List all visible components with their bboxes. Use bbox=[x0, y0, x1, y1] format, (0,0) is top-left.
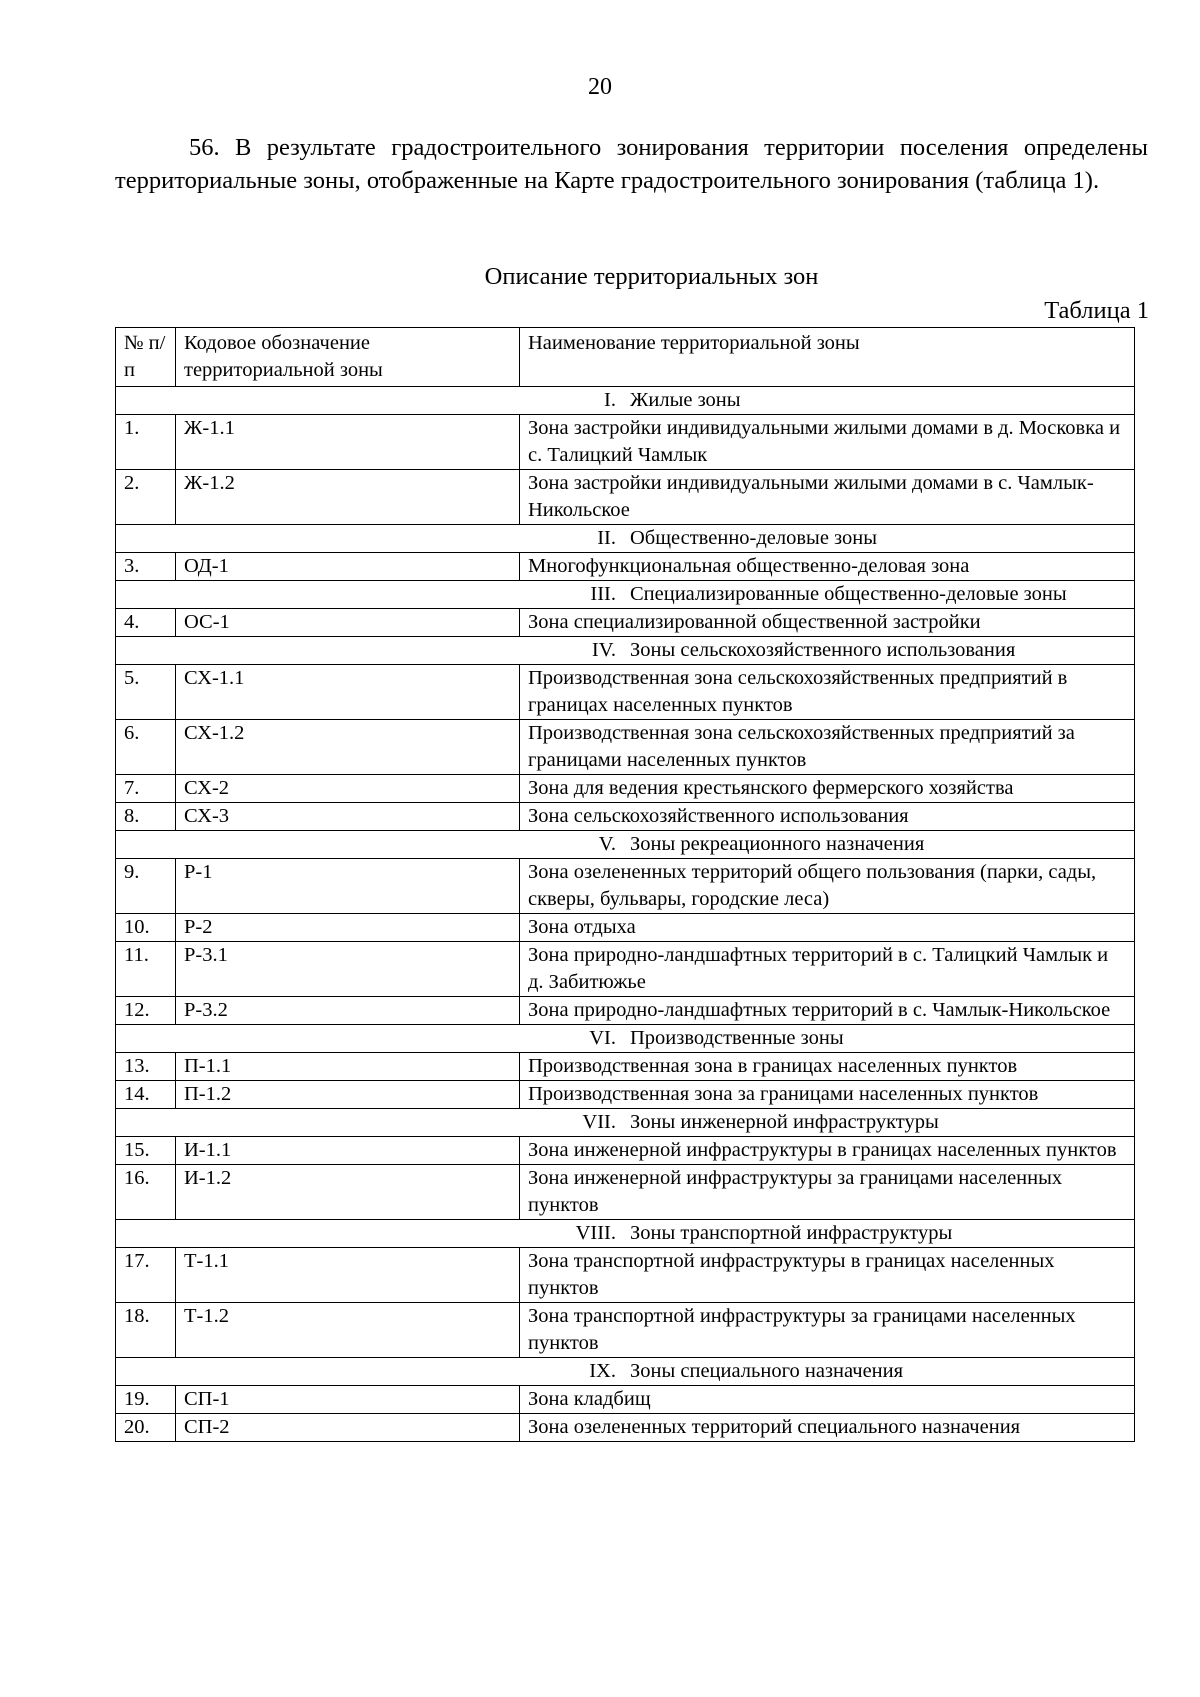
section-row bbox=[116, 831, 1135, 859]
section-row bbox=[116, 637, 1135, 665]
cell-num: 3. bbox=[116, 553, 176, 581]
section-title: Зоны инженерной инфраструктуры bbox=[630, 1111, 939, 1133]
cell-num: 6. bbox=[116, 720, 176, 775]
table-row bbox=[116, 914, 1135, 942]
cell-num: 5. bbox=[116, 665, 176, 720]
cell-code: П-1.1 bbox=[176, 1053, 520, 1081]
section-roman-numeral: III. bbox=[590, 583, 616, 605]
section-title: Зоны специального назначения bbox=[630, 1360, 904, 1382]
section-roman-numeral: I. bbox=[604, 389, 616, 411]
header-num: № п/п bbox=[116, 328, 176, 387]
table-body bbox=[116, 387, 1135, 1442]
table-row bbox=[116, 1053, 1135, 1081]
cell-num: 2. bbox=[116, 470, 176, 525]
header-name: Наименование территориальной зоны bbox=[520, 328, 1135, 387]
cell-num: 13. bbox=[116, 1053, 176, 1081]
cell-num: 4. bbox=[116, 609, 176, 637]
section-title: Специализированные общественно-деловые зоны bbox=[630, 583, 1067, 605]
cell-code: Р-3.2 bbox=[176, 997, 520, 1025]
section-cell bbox=[116, 1220, 1135, 1248]
cell-code: Р-2 bbox=[176, 914, 520, 942]
section-cell bbox=[116, 581, 1135, 609]
section-row bbox=[116, 1109, 1135, 1137]
cell-name: Производственная зона в границах населенных пунктов bbox=[520, 1053, 1135, 1081]
section-title: Зоны транспортной инфраструктуры bbox=[630, 1222, 953, 1244]
table-row bbox=[116, 942, 1135, 997]
section-cell bbox=[116, 637, 1135, 665]
table-caption: Таблица 1 bbox=[1044, 297, 1149, 324]
table-row bbox=[116, 1386, 1135, 1414]
cell-num: 15. bbox=[116, 1137, 176, 1165]
section-row bbox=[116, 525, 1135, 553]
cell-code: СП-1 bbox=[176, 1386, 520, 1414]
cell-name: Зона для ведения крестьянского фермерского хозяйства bbox=[520, 775, 1135, 803]
section-title: Зоны сельскохозяйственного использования bbox=[630, 639, 1016, 661]
table-title: Описание территориальных зон bbox=[484, 263, 819, 290]
table-row bbox=[116, 1165, 1135, 1220]
table-row bbox=[116, 665, 1135, 720]
cell-name: Зона озелененных территорий специального назначения bbox=[520, 1414, 1135, 1442]
section-roman-numeral: VIII. bbox=[575, 1222, 616, 1244]
cell-code: Т-1.2 bbox=[176, 1303, 520, 1358]
section-title: Общественно-деловые зоны bbox=[630, 527, 878, 549]
cell-name: Зона природно-ландшафтных территорий в с. Талицкий Чамлык и д. Забитюжье bbox=[520, 942, 1135, 997]
section-cell bbox=[116, 1358, 1135, 1386]
section-roman-numeral: VI. bbox=[589, 1027, 616, 1049]
cell-num: 17. bbox=[116, 1248, 176, 1303]
cell-name: Зона кладбищ bbox=[520, 1386, 1135, 1414]
table-row bbox=[116, 803, 1135, 831]
table-row bbox=[116, 1248, 1135, 1303]
cell-code: СХ-3 bbox=[176, 803, 520, 831]
table-row bbox=[116, 997, 1135, 1025]
table-row bbox=[116, 720, 1135, 775]
table-row bbox=[116, 415, 1135, 470]
section-roman-numeral: IV. bbox=[591, 639, 616, 661]
cell-name: Производственная зона сельскохозяйственных предприятий в границах населенных пунктов bbox=[520, 665, 1135, 720]
cell-name: Производственная зона за границами населенных пунктов bbox=[520, 1081, 1135, 1109]
cell-code: Р-1 bbox=[176, 859, 520, 914]
section-title: Жилые зоны bbox=[630, 389, 741, 411]
table-row bbox=[116, 1137, 1135, 1165]
section-roman-numeral: VII. bbox=[582, 1111, 616, 1133]
body-paragraph: 56. В результате градостроительного зонирования территории поселения определены территориальные зоны, отображенные на Карте градостроительного зонирования (таблица 1). bbox=[115, 134, 1148, 194]
cell-code: Ж-1.2 bbox=[176, 470, 520, 525]
cell-code: ОД-1 bbox=[176, 553, 520, 581]
cell-code: И-1.1 bbox=[176, 1137, 520, 1165]
section-cell bbox=[116, 525, 1135, 553]
cell-name: Зона застройки индивидуальными жилыми домами в д. Московка и с. Талицкий Чамлык bbox=[520, 415, 1135, 470]
page-number: 20 bbox=[588, 74, 612, 100]
cell-code: СХ-1.1 bbox=[176, 665, 520, 720]
cell-name: Зона озелененных территорий общего пользования (парки, сады, скверы, бульвары, городские леса) bbox=[520, 859, 1135, 914]
cell-code: Т-1.1 bbox=[176, 1248, 520, 1303]
section-roman-numeral: IX. bbox=[589, 1360, 616, 1382]
cell-name: Зона транспортной инфраструктуры за границами населенных пунктов bbox=[520, 1303, 1135, 1358]
cell-name: Многофункциональная общественно-деловая зона bbox=[520, 553, 1135, 581]
cell-code: СХ-1.2 bbox=[176, 720, 520, 775]
cell-num: 1. bbox=[116, 415, 176, 470]
section-title: Зоны рекреационного назначения bbox=[630, 833, 925, 855]
zones-table bbox=[115, 327, 1135, 1442]
table-row bbox=[116, 1081, 1135, 1109]
cell-code: И-1.2 bbox=[176, 1165, 520, 1220]
cell-num: 16. bbox=[116, 1165, 176, 1220]
section-row bbox=[116, 1358, 1135, 1386]
table-row bbox=[116, 609, 1135, 637]
cell-name: Зона инженерной инфраструктуры в границах населенных пунктов bbox=[520, 1137, 1135, 1165]
cell-num: 14. bbox=[116, 1081, 176, 1109]
cell-code: Ж-1.1 bbox=[176, 415, 520, 470]
cell-code: СХ-2 bbox=[176, 775, 520, 803]
cell-name: Зона застройки индивидуальными жилыми домами в с. Чамлык-Никольское bbox=[520, 470, 1135, 525]
cell-num: 12. bbox=[116, 997, 176, 1025]
table-row bbox=[116, 553, 1135, 581]
cell-num: 11. bbox=[116, 942, 176, 997]
section-roman-numeral: II. bbox=[597, 527, 616, 549]
cell-name: Зона природно-ландшафтных территорий в с. Чамлык-Никольское bbox=[520, 997, 1135, 1025]
cell-name: Зона специализированной общественной застройки bbox=[520, 609, 1135, 637]
cell-code: Р-3.1 bbox=[176, 942, 520, 997]
section-cell bbox=[116, 387, 1135, 415]
cell-num: 9. bbox=[116, 859, 176, 914]
section-row bbox=[116, 387, 1135, 415]
cell-num: 18. bbox=[116, 1303, 176, 1358]
cell-name: Зона сельскохозяйственного использования bbox=[520, 803, 1135, 831]
cell-code: СП-2 bbox=[176, 1414, 520, 1442]
section-cell bbox=[116, 1109, 1135, 1137]
table-row bbox=[116, 1414, 1135, 1442]
section-roman-numeral: V. bbox=[598, 833, 616, 855]
section-row bbox=[116, 1220, 1135, 1248]
cell-name: Производственная зона сельскохозяйственных предприятий за границами населенных пунктов bbox=[520, 720, 1135, 775]
section-row bbox=[116, 581, 1135, 609]
cell-name: Зона отдыха bbox=[520, 914, 1135, 942]
cell-code: П-1.2 bbox=[176, 1081, 520, 1109]
cell-name: Зона инженерной инфраструктуры за границами населенных пунктов bbox=[520, 1165, 1135, 1220]
cell-num: 10. bbox=[116, 914, 176, 942]
section-cell bbox=[116, 831, 1135, 859]
cell-num: 19. bbox=[116, 1386, 176, 1414]
header-code: Кодовое обозначение территориальной зоны bbox=[176, 328, 520, 387]
cell-name: Зона транспортной инфраструктуры в границах населенных пунктов bbox=[520, 1248, 1135, 1303]
section-row bbox=[116, 1025, 1135, 1053]
cell-code: ОС-1 bbox=[176, 609, 520, 637]
table-row bbox=[116, 470, 1135, 525]
table-row bbox=[116, 1303, 1135, 1358]
table-row bbox=[116, 859, 1135, 914]
table-row bbox=[116, 775, 1135, 803]
cell-num: 8. bbox=[116, 803, 176, 831]
cell-num: 7. bbox=[116, 775, 176, 803]
section-cell bbox=[116, 1025, 1135, 1053]
table-header-row bbox=[116, 328, 1135, 387]
cell-num: 20. bbox=[116, 1414, 176, 1442]
section-title: Производственные зоны bbox=[630, 1027, 844, 1049]
